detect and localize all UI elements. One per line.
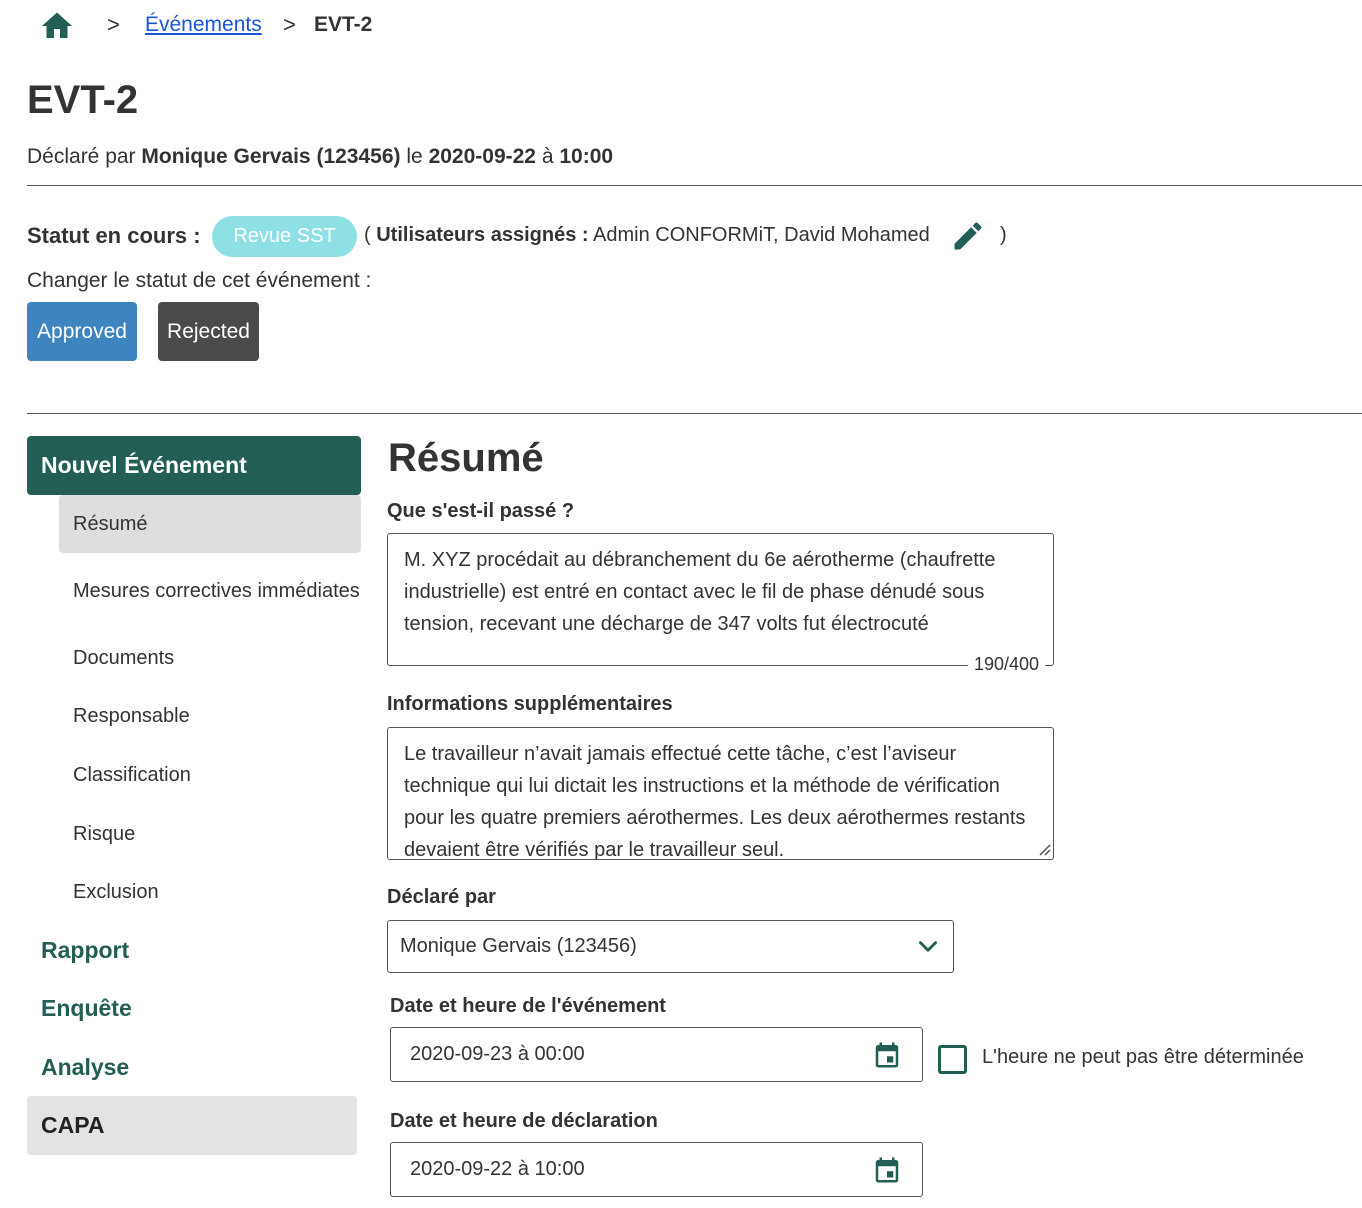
status-label: Statut en cours : — [27, 223, 201, 248]
sidebar-section-capa[interactable]: CAPA — [27, 1096, 357, 1155]
declaration-datetime-value: 2020-09-22 à 10:00 — [410, 1158, 585, 1180]
declared-on: le — [406, 145, 423, 168]
character-counter: 190/400 — [968, 654, 1045, 675]
home-icon[interactable] — [38, 8, 76, 44]
declared-time: 10:00 — [559, 145, 614, 168]
rejected-button[interactable]: Rejected — [158, 302, 259, 361]
breadcrumb-separator: > — [107, 12, 120, 37]
unknown-time-label: L'heure ne peut pas être déterminée — [982, 1046, 1304, 1068]
declared-by-select[interactable] — [387, 920, 954, 973]
declared-line — [27, 145, 613, 169]
sidebar-item-responsable[interactable]: Responsable — [73, 704, 190, 727]
chevron-down-icon[interactable] — [914, 934, 942, 960]
additional-info-label: Informations supplémentaires — [387, 693, 673, 715]
status-badge: Revue SST — [212, 216, 357, 257]
change-status-label: Changer le statut de cet événement : — [27, 269, 372, 292]
sidebar-item-mesures-correctives[interactable]: Mesures correctives immédiates — [73, 579, 360, 602]
sidebar-header-nouvel-evenement[interactable]: Nouvel Événement — [27, 436, 361, 495]
declared-by-name: Monique Gervais (123456) — [141, 145, 401, 168]
event-datetime-label: Date et heure de l'événement — [390, 995, 666, 1017]
declared-date: 2020-09-22 — [428, 145, 536, 168]
assigned-open-paren: ( — [364, 224, 371, 246]
what-happened-textarea[interactable] — [387, 533, 1054, 666]
declaration-datetime-label: Date et heure de déclaration — [390, 1110, 658, 1132]
breadcrumb-link-evenements[interactable]: Événements — [145, 13, 262, 36]
divider — [27, 185, 1362, 186]
assigned-users — [364, 224, 930, 247]
sidebar-item-exclusion[interactable]: Exclusion — [73, 880, 159, 903]
breadcrumb-separator: > — [283, 12, 296, 37]
sidebar-item-resume[interactable]: Résumé — [59, 495, 361, 553]
divider — [27, 413, 1362, 414]
event-datetime-input[interactable] — [390, 1027, 923, 1082]
sidebar-section-rapport[interactable]: Rapport — [41, 936, 130, 963]
declared-by-selected-value: Monique Gervais (123456) — [400, 935, 637, 957]
assigned-label: Utilisateurs assignés : — [376, 224, 589, 246]
declared-by-label: Déclaré par — [387, 886, 496, 908]
assigned-users-list: Admin CONFORMiT, David Mohamed — [593, 224, 930, 246]
section-title: Résumé — [388, 436, 544, 480]
declared-at: à — [541, 145, 554, 168]
resize-grip-icon[interactable] — [1035, 840, 1051, 856]
sidebar-item-risque[interactable]: Risque — [73, 822, 136, 845]
declared-prefix: Déclaré par — [27, 145, 136, 168]
event-datetime-value: 2020-09-23 à 00:00 — [410, 1043, 585, 1065]
calendar-icon[interactable] — [872, 1040, 902, 1070]
pencil-icon[interactable] — [950, 218, 986, 254]
approved-button[interactable]: Approved — [27, 302, 137, 361]
calendar-icon[interactable] — [872, 1155, 902, 1185]
declaration-datetime-input[interactable] — [390, 1142, 923, 1197]
sidebar-section-enquete[interactable]: Enquête — [41, 994, 132, 1021]
additional-info-textarea[interactable] — [387, 727, 1054, 860]
sidebar-item-documents[interactable]: Documents — [73, 646, 175, 669]
assigned-close-paren: ) — [1000, 224, 1007, 246]
sidebar-section-analyse[interactable]: Analyse — [41, 1053, 130, 1080]
what-happened-label: Que s'est-il passé ? — [387, 500, 575, 522]
breadcrumb-current: EVT-2 — [314, 13, 373, 36]
sidebar-item-classification[interactable]: Classification — [73, 763, 191, 786]
unknown-time-checkbox[interactable] — [938, 1045, 967, 1074]
page-title: EVT-2 — [27, 78, 139, 122]
